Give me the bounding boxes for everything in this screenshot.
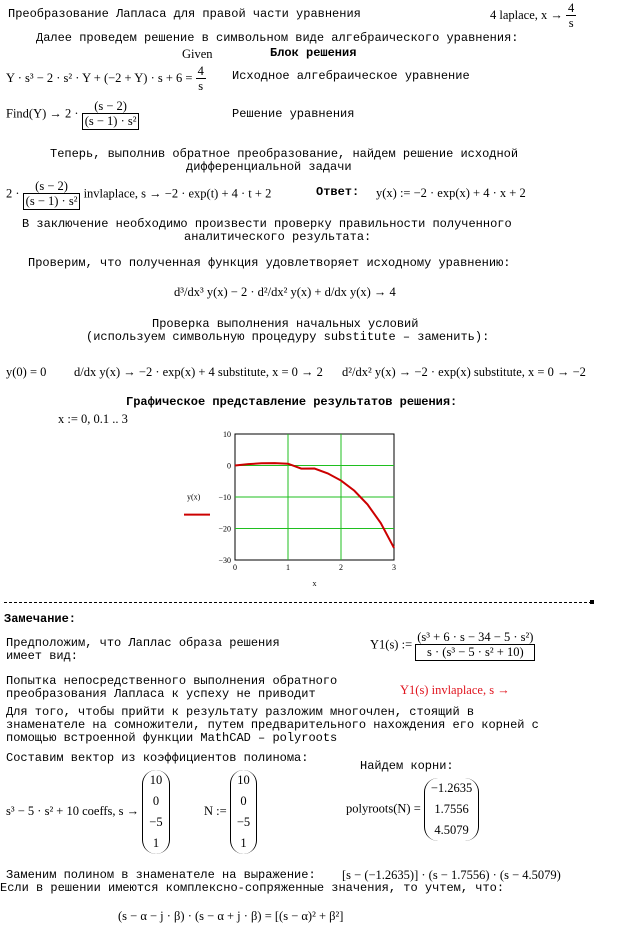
ic-second-derivative: d²/dx² y(x) → −2 · exp(x) substitute, x = 0 → −2 xyxy=(342,365,586,379)
graph-title: Графическое представление результатов решения: xyxy=(126,395,458,409)
eq-left: Y · s³ − 2 · s² · Y + (−2 + Y) · s + 6 = xyxy=(6,70,193,85)
inv-expr: invlaplace, s → −2 · exp(t) + 4 · t + 2 xyxy=(83,186,272,201)
n-vector xyxy=(230,770,257,854)
y-tick-label: −30 xyxy=(218,556,231,565)
coeffs-vector xyxy=(142,770,169,854)
init-conditions-title: Проверка выполнения начальных условий xyxy=(152,317,419,331)
root-1: 1.7556 xyxy=(434,802,469,816)
x-tick-label: 3 xyxy=(392,563,396,572)
polyroots-lhs: polyroots(N) = xyxy=(346,801,421,816)
solution-plot xyxy=(180,426,420,591)
y-tick-label: −20 xyxy=(218,524,231,534)
roots-title: Найдем корни: xyxy=(360,759,454,773)
coeff-1: 0 xyxy=(152,794,160,808)
n-3: 1 xyxy=(240,836,247,850)
note-p2-line2: преобразования Лапласа к успеху не приводит xyxy=(6,687,316,701)
find-comment: Решение уравнения xyxy=(232,107,355,121)
find-expression xyxy=(6,99,139,130)
answer-label: Ответ: xyxy=(316,185,360,199)
section-divider xyxy=(4,602,592,603)
ode-check: d³/dx³ y(x) − 2 · d²/dx² y(x) + d/dx y(x) → 4 xyxy=(174,285,396,299)
check-intro-1: В заключение необходимо произвести проверку правильности полученного xyxy=(22,217,512,231)
inv-prefix: 2 · xyxy=(6,186,20,201)
note-p1-line1: Предположим, что Лаплас образа решения xyxy=(6,636,280,650)
laplace-expression xyxy=(490,1,576,31)
root-2: 4.5079 xyxy=(434,823,469,837)
find-prefix: Find(Y) → 2 · xyxy=(6,106,79,121)
coeff-2: −5 xyxy=(149,815,163,829)
note-title: Замечание: xyxy=(4,612,77,626)
x-axis-label: x xyxy=(312,579,317,588)
eq-comment: Исходное алгебраическое уравнение xyxy=(232,69,470,83)
algebraic-equation xyxy=(6,64,206,94)
y1-den: s · (s³ − 5 · s² + 10) xyxy=(415,645,535,660)
inv-num: (s − 2) xyxy=(23,179,81,194)
solve-block-title: Блок решения xyxy=(270,46,357,60)
y-tick-label: −10 xyxy=(218,493,231,502)
n-1: 0 xyxy=(240,794,247,808)
eq-num: 4 xyxy=(197,64,204,78)
complex-text: Если в решении имеются комплексно-сопряженные значения, то учтем, что: xyxy=(0,881,505,895)
root-0: −1.2635 xyxy=(430,781,473,795)
x-tick-label: 0 xyxy=(233,563,237,572)
inv-den: (s − 1) · s² xyxy=(23,194,81,209)
y1-num: (s³ + 6 · s − 34 − 5 · s²) xyxy=(417,630,534,644)
note-p3-line2: знаменателе на сомножители, путем предварительного нахождения его корней с xyxy=(6,718,539,732)
polyroots-result xyxy=(346,778,479,841)
check-intro-2: аналитического результата: xyxy=(184,230,372,244)
eq-den: s xyxy=(198,79,204,94)
divider-handle[interactable] xyxy=(590,600,594,604)
note-p4: Составим вектор из коэффициентов полинома: xyxy=(6,751,309,765)
invlaplace-error-expr: Y1(s) invlaplace, s → xyxy=(400,683,510,697)
inverse-intro-1: Теперь, выполнив обратное преобразование, найдем решение исходной xyxy=(50,147,519,161)
range-definition: x := 0, 0.1 .. 3 xyxy=(58,412,128,426)
coeffs-expr: s³ − 5 · s² + 10 coeffs, s → xyxy=(6,803,140,818)
invlaplace-expression xyxy=(6,179,271,210)
n-2: −5 xyxy=(236,815,251,829)
inverse-intro-2: дифференциальной задачи xyxy=(186,160,352,174)
answer-function: y(x) := −2 · exp(x) + 4 · x + 2 xyxy=(376,186,526,200)
x-tick-label: 1 xyxy=(286,563,290,572)
laplace-title: Преобразование Лапласа для правой части уравнения xyxy=(8,7,361,21)
laplace-den: s xyxy=(568,16,574,31)
laplace-expr: 4 laplace, x → xyxy=(490,7,563,22)
y1-definition xyxy=(370,630,535,661)
note-p3-line1: Для того, чтобы прийти к результату разложим многочлен, стоящий в xyxy=(6,705,475,719)
find-num: (s − 2) xyxy=(82,99,140,114)
y-tick-label: 0 xyxy=(227,461,231,471)
solve-intro: Далее проведем решение в символьном виде алгебраического уравнения: xyxy=(36,31,519,45)
y-axis-label: y(x) xyxy=(187,492,201,502)
replace-text: Заменим полином в знаменателе на выражение: xyxy=(6,868,316,882)
laplace-num: 4 xyxy=(568,1,575,15)
note-p2-line1: Попытка непосредственного выполнения обратного xyxy=(6,674,338,688)
find-den: (s − 1) · s² xyxy=(82,114,140,129)
ic-first-derivative: d/dx y(x) → −2 · exp(x) + 4 substitute, x = 0 → 2 xyxy=(74,365,323,379)
coeff-3: 1 xyxy=(152,836,160,850)
complex-identity: (s − α − j · β) · (s − α + j · β) = [(s − α)² + β²] xyxy=(118,909,344,923)
verify-text: Проверим, что полученная функция удовлетворяет исходному уравнению: xyxy=(28,256,511,270)
y-tick-label: 10 xyxy=(223,430,231,439)
n-definition xyxy=(204,770,257,854)
note-p3-line3: помощью встроенной функции MathCAD – polyroots xyxy=(6,731,338,745)
n-0: 10 xyxy=(237,773,250,787)
x-tick-label: 2 xyxy=(339,563,343,572)
ic-y0: y(0) = 0 xyxy=(6,365,47,379)
coeff-0: 10 xyxy=(149,773,163,787)
coeffs-expression xyxy=(6,770,170,854)
y1-lhs: Y1(s) := xyxy=(370,637,413,652)
init-conditions-note: (используем символьную процедуру substitute – заменить): xyxy=(86,330,490,344)
note-p1-line2: имеет вид: xyxy=(6,649,79,663)
roots-vector xyxy=(424,778,479,841)
replace-expr: [s − (−1.2635)] · (s − 1.7556) · (s − 4.5079) xyxy=(342,868,561,882)
given-keyword: Given xyxy=(182,47,213,61)
n-lhs: N := xyxy=(204,803,227,818)
